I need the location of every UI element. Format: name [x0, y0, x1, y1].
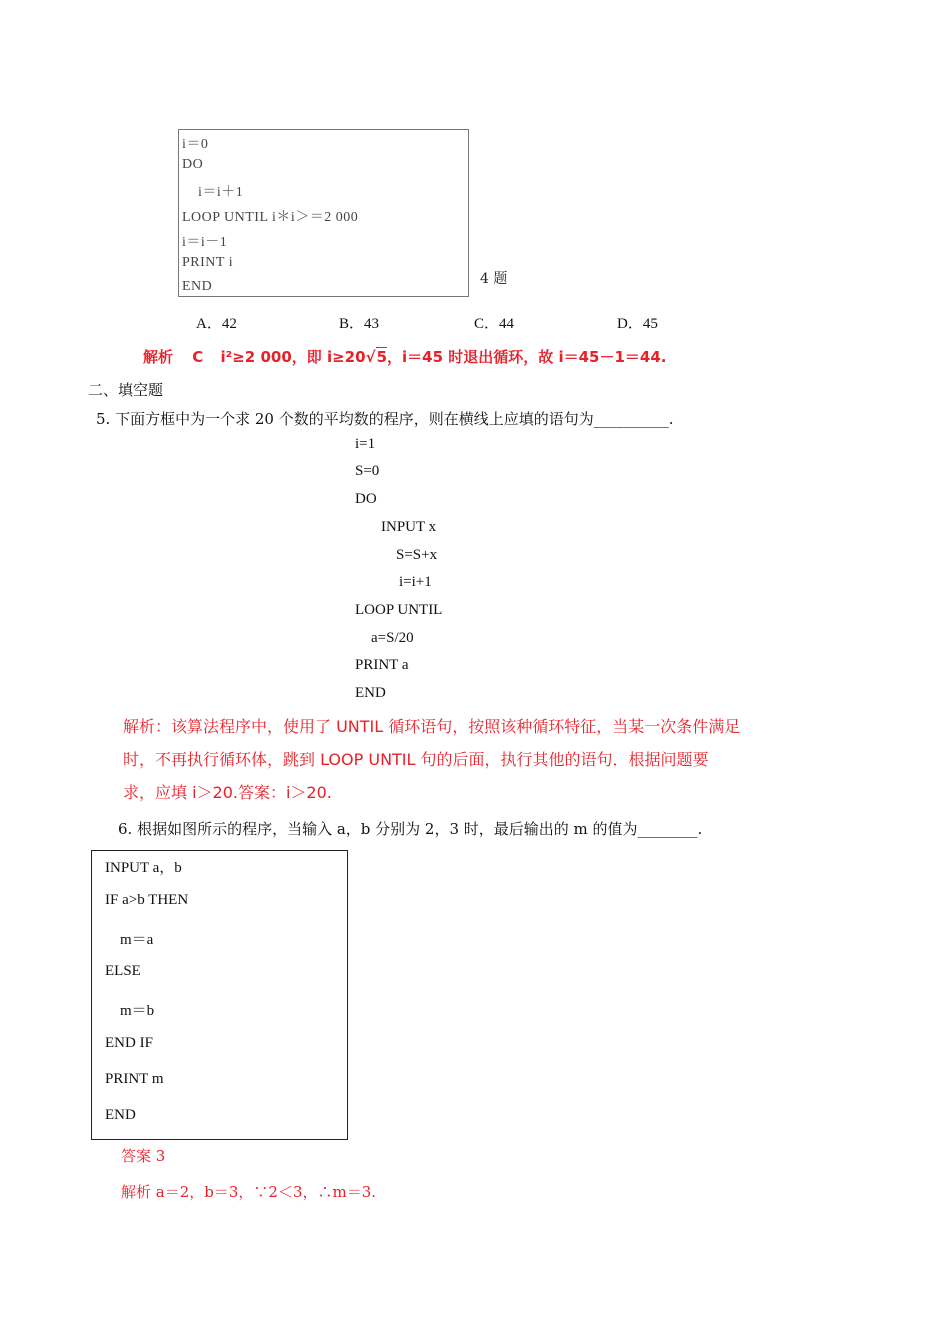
q6-code-line: IF a>b THEN: [105, 892, 189, 908]
q5-code-line: DO: [355, 491, 377, 507]
q4-code-line: END: [182, 279, 213, 294]
q6-code-line: INPUT a，b: [105, 860, 182, 876]
q4-code-line: LOOP UNTIL i＊i＞＝2 000: [182, 210, 359, 225]
q6-code-line: END: [105, 1107, 136, 1123]
q5-code-line: S=0: [355, 463, 380, 479]
q5-code-line: PRINT a: [355, 657, 409, 673]
q5-code-line: END: [355, 685, 386, 701]
q4-option-b: B．43: [339, 316, 380, 332]
q6-question: 6. 根据如图所示的程序，当输入 a，b 分别为 2，3 时，最后输出的 m 的值为________.: [118, 820, 703, 838]
q4-code-line: DO: [182, 157, 204, 172]
q4-option-a: A．42: [196, 316, 237, 332]
q4-option-c: C．44: [474, 316, 515, 332]
q6-code-line: m＝a: [120, 932, 154, 948]
q4-analysis-answer: C: [192, 348, 204, 366]
q4-code-line: PRINT i: [182, 255, 234, 270]
q6-analysis: 解析 a＝2，b＝3，∵2＜3，∴m＝3.: [121, 1183, 377, 1201]
q6-code-line: ELSE: [105, 963, 141, 979]
q4-code-line: i＝i－1: [182, 235, 228, 250]
q5-code-line: a=S/20: [371, 630, 414, 646]
q5-code-line: i=i+1: [399, 574, 432, 590]
q4-analysis: [143, 346, 667, 367]
q4-option-d: D．45: [617, 316, 658, 332]
q4-analysis-sqrt-arg: 5: [376, 348, 388, 366]
q5-analysis-line: 时，不再执行循环体，跳到 LOOP UNTIL 句的后面，执行其他的语句．根据问题要: [123, 750, 709, 769]
q4-analysis-label: 解析: [143, 348, 174, 366]
sqrt-icon: √: [365, 348, 376, 366]
q6-answer: 答案 3: [121, 1147, 166, 1165]
q4-analysis-text: i²≥2 000，即 i≥20: [220, 348, 366, 366]
q5-code-line: INPUT x: [381, 519, 437, 535]
q4-analysis-text-2: ，i＝45 时退出循环，故 i＝45－1＝44.: [387, 348, 667, 366]
q5-code-line: S=S+x: [396, 547, 438, 563]
q5-analysis-line: 解析：该算法程序中，使用了 UNTIL 循环语句，按照该种循环特征，当某一次条件满足: [123, 717, 741, 736]
q5-code-line: LOOP UNTIL: [355, 602, 443, 618]
section-title: 二、填空题: [88, 381, 164, 399]
q5-question: 5. 下面方框中为一个求 20 个数的平均数的程序，则在横线上应填的语句为__________.: [96, 410, 674, 428]
q4-code-line: i＝i＋1: [198, 185, 244, 200]
q5-analysis-line: 求，应填 i＞20.答案：i＞20.: [123, 783, 332, 802]
q6-code-line: m＝b: [120, 1003, 155, 1019]
q5-code-line: i=1: [355, 436, 376, 452]
q4-code-line: i＝0: [182, 137, 209, 152]
q6-code-line: END IF: [105, 1035, 153, 1051]
q6-code-line: PRINT m: [105, 1071, 164, 1087]
q4-figure-label: 4 题: [480, 271, 508, 287]
